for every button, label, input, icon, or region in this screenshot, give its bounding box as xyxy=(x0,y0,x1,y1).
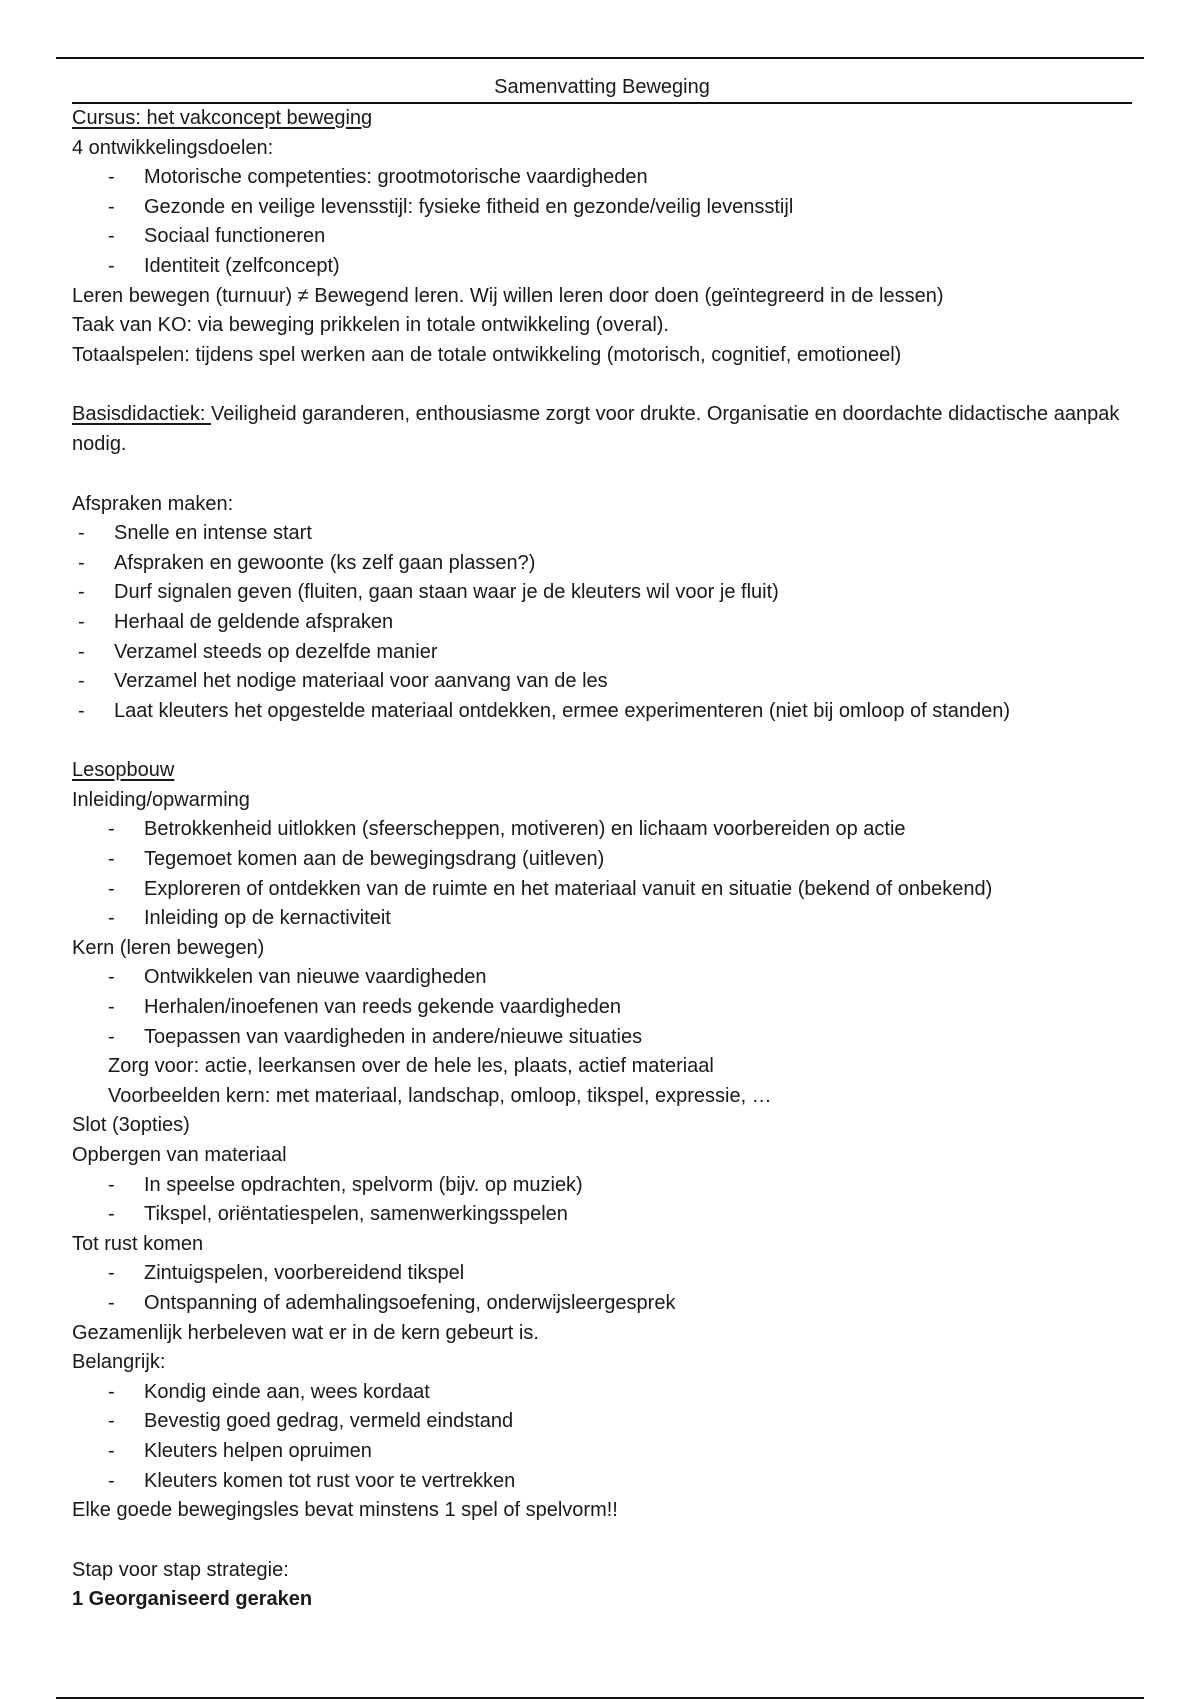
list-item xyxy=(72,667,1132,697)
bottom-rule xyxy=(56,1697,1144,1699)
rust-list xyxy=(72,1259,1132,1318)
stap-heading: Stap voor stap strategie: xyxy=(72,1558,289,1581)
spacer xyxy=(72,460,1132,490)
dash-marker: - xyxy=(78,610,85,633)
list-item-text: Tikspel, oriëntatiespelen, samenwerkingsspelen xyxy=(144,1203,568,1226)
dash-marker: - xyxy=(108,225,115,248)
lesopbouw-heading: Lesopbouw xyxy=(72,759,175,782)
list-item-text: Zintuigspelen, voorbereidend tikspel xyxy=(144,1262,465,1285)
list-item xyxy=(72,993,1132,1023)
dash-marker: - xyxy=(78,699,85,722)
dash-marker: - xyxy=(78,640,85,663)
list-item-text: Betrokkenheid uitlokken (sfeerscheppen, motiveren) en lichaam voorbereiden op actie xyxy=(144,818,906,841)
inleiding-heading: Inleiding/opwarming xyxy=(72,788,250,811)
list-item xyxy=(72,904,1132,934)
list-item-text: Toepassen van vaardigheden in andere/nieuwe situaties xyxy=(144,1025,643,1048)
leren-bewegen-text: Leren bewegen (turnuur) ≠ Bewegend leren. Wij willen leren door doen (geïntegreerd in de lessen) xyxy=(72,284,944,307)
dash-marker: - xyxy=(78,670,85,693)
kern-heading: Kern (leren bewegen) xyxy=(72,936,265,959)
kern-voorbeelden-text: Voorbeelden kern: met materiaal, landschap, omloop, tikspel, expressie, … xyxy=(108,1084,772,1107)
stap-1-heading: 1 Georganiseerd geraken xyxy=(72,1588,313,1611)
list-item-text: Kleuters helpen opruimen xyxy=(144,1439,372,1462)
doelen-intro: 4 ontwikkelingsdoelen: xyxy=(72,136,274,159)
list-item xyxy=(72,963,1132,993)
dash-marker: - xyxy=(108,1380,115,1403)
list-item xyxy=(72,252,1132,282)
dash-marker: - xyxy=(108,1025,115,1048)
list-item-text: Exploreren of ontdekken van de ruimte en het materiaal vanuit en situatie (bekend of onbekend) xyxy=(144,877,993,900)
opbergen-list xyxy=(72,1171,1132,1230)
afspraken-list xyxy=(72,519,1132,726)
dash-marker: - xyxy=(108,166,115,189)
slot-heading: Slot (3opties) xyxy=(72,1114,190,1137)
list-item-text: Ontwikkelen van nieuwe vaardigheden xyxy=(144,966,487,989)
list-item-text: Verzamel het nodige materiaal voor aanvang van de les xyxy=(114,670,608,693)
dash-marker: - xyxy=(108,848,115,871)
list-item xyxy=(72,815,1132,845)
list-item-text: Sociaal functioneren xyxy=(144,225,326,248)
list-item xyxy=(72,1467,1132,1497)
spelvorm-text: Elke goede bewegingsles bevat minstens 1 spel of spelvorm!! xyxy=(72,1499,618,1522)
dash-marker: - xyxy=(108,1469,115,1492)
list-item xyxy=(72,1171,1132,1201)
dash-marker: - xyxy=(108,966,115,989)
spacer xyxy=(72,1526,1132,1556)
list-item-text: Inleiding op de kernactiviteit xyxy=(144,907,391,930)
doelen-list xyxy=(72,163,1132,281)
basisdidactiek-text: Veiligheid garanderen, enthousiasme zorgt voor drukte. Organisatie en doordachte didactische aanpak nodig. xyxy=(72,403,1120,455)
list-item-text: Identiteit (zelfconcept) xyxy=(144,254,340,277)
list-item xyxy=(72,578,1132,608)
list-item xyxy=(72,1437,1132,1467)
page-title: Samenvatting Beweging xyxy=(72,72,1132,104)
dash-marker: - xyxy=(78,551,85,574)
dash-marker: - xyxy=(78,522,85,545)
list-item-text: Motorische competenties: grootmotorische vaardigheden xyxy=(144,166,648,189)
list-item-text: Durf signalen geven (fluiten, gaan staan waar je de kleuters wil voor je fluit) xyxy=(114,581,779,604)
list-item xyxy=(72,1200,1132,1230)
kern-list xyxy=(72,963,1132,1052)
inleiding-list xyxy=(72,815,1132,933)
dash-marker: - xyxy=(108,1410,115,1433)
belangrijk-list xyxy=(72,1378,1132,1496)
top-rule xyxy=(56,57,1144,59)
list-item xyxy=(72,697,1132,727)
dash-marker: - xyxy=(108,877,115,900)
document-body xyxy=(72,72,1132,1615)
dash-marker: - xyxy=(108,1173,115,1196)
dash-marker: - xyxy=(108,1439,115,1462)
list-item-text: Kleuters komen tot rust voor te vertrekken xyxy=(144,1469,516,1492)
spacer xyxy=(72,726,1132,756)
list-item-text: Bevestig goed gedrag, vermeld eindstand xyxy=(144,1410,514,1433)
list-item xyxy=(72,519,1132,549)
dash-marker: - xyxy=(108,254,115,277)
list-item xyxy=(72,163,1132,193)
totaalspelen-text: Totaalspelen: tijdens spel werken aan de totale ontwikkeling (motorisch, cognitief, emotioneel) xyxy=(72,343,902,366)
dash-marker: - xyxy=(78,581,85,604)
list-item-text: Kondig einde aan, wees kordaat xyxy=(144,1380,430,1403)
list-item-text: Ontspanning of ademhalingsoefening, onderwijsleergesprek xyxy=(144,1291,676,1314)
list-item xyxy=(72,1289,1132,1319)
list-item-text: Herhaal de geldende afspraken xyxy=(114,610,394,633)
herbeleven-text: Gezamenlijk herbeleven wat er in de kern gebeurt is. xyxy=(72,1321,539,1344)
list-item-text: Afspraken en gewoonte (ks zelf gaan plassen?) xyxy=(114,551,536,574)
list-item xyxy=(72,193,1132,223)
list-item-text: In speelse opdrachten, spelvorm (bijv. op muziek) xyxy=(144,1173,583,1196)
list-item-text: Snelle en intense start xyxy=(114,522,312,545)
basisdidactiek-paragraph xyxy=(72,400,1132,459)
basisdidactiek-label: Basisdidactiek: xyxy=(72,403,211,426)
dash-marker: - xyxy=(108,195,115,218)
kern-zorg-text: Zorg voor: actie, leerkansen over de hele les, plaats, actief materiaal xyxy=(108,1055,714,1078)
list-item xyxy=(72,845,1132,875)
dash-marker: - xyxy=(108,996,115,1019)
dash-marker: - xyxy=(108,1291,115,1314)
cursus-heading: Cursus: het vakconcept beweging xyxy=(72,107,373,129)
list-item-text: Laat kleuters het opgestelde materiaal ontdekken, ermee experimenteren (niet bij omloop of standen) xyxy=(114,699,1011,722)
opbergen-heading: Opbergen van materiaal xyxy=(72,1144,287,1166)
afspraken-heading: Afspraken maken: xyxy=(72,492,234,515)
spacer xyxy=(72,370,1132,400)
dash-marker: - xyxy=(108,1262,115,1285)
list-item xyxy=(72,1023,1132,1053)
belangrijk-heading: Belangrijk: xyxy=(72,1351,166,1374)
dash-marker: - xyxy=(108,818,115,841)
list-item xyxy=(72,1407,1132,1437)
list-item-text: Gezonde en veilige levensstijl: fysieke fitheid en gezonde/veilig levensstijl xyxy=(144,195,794,218)
list-item xyxy=(72,608,1132,638)
rust-heading: Tot rust komen xyxy=(72,1232,204,1255)
list-item xyxy=(72,1259,1132,1289)
list-item xyxy=(72,549,1132,579)
list-item xyxy=(72,875,1132,905)
list-item xyxy=(72,1378,1132,1408)
dash-marker: - xyxy=(108,907,115,930)
list-item-text: Tegemoet komen aan de bewegingsdrang (uitleven) xyxy=(144,848,605,871)
taak-ko-text: Taak van KO: via beweging prikkelen in totale ontwikkeling (overal). xyxy=(72,314,669,337)
list-item-text: Herhalen/inoefenen van reeds gekende vaardigheden xyxy=(144,996,622,1019)
dash-marker: - xyxy=(108,1203,115,1226)
list-item xyxy=(72,222,1132,252)
list-item xyxy=(72,638,1132,668)
list-item-text: Verzamel steeds op dezelfde manier xyxy=(114,640,438,663)
